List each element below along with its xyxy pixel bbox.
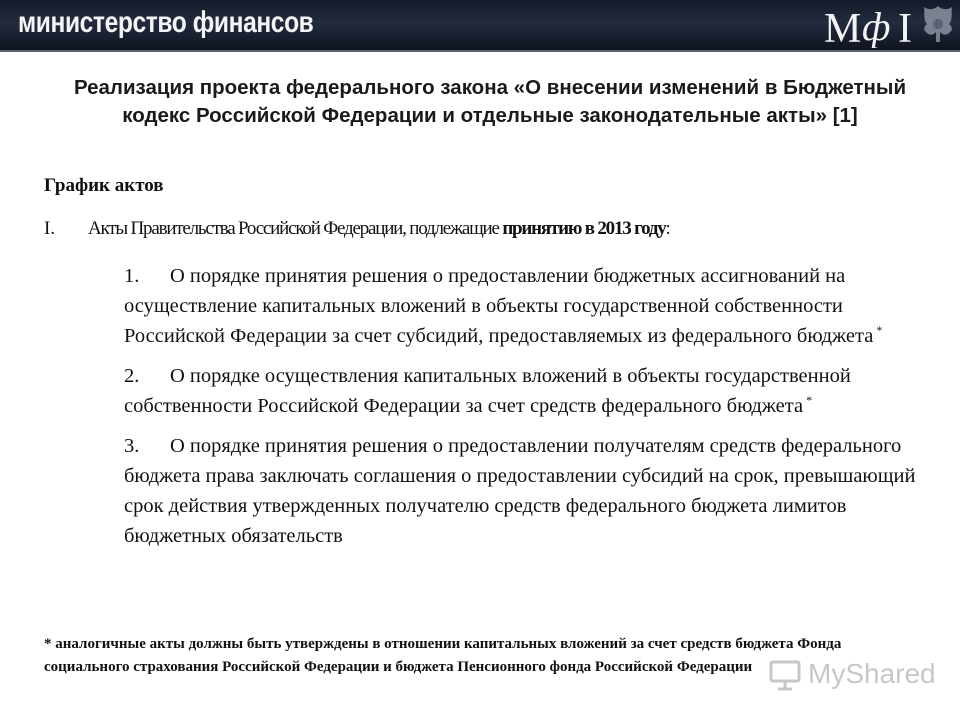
part-text-bold: принятию в 2013 году <box>502 218 666 239</box>
item-text: О порядке принятия решения о предоставлении получателям средств федерального бюджета права заключать соглашения о предоставлении субсидий на срок, превышающий срок действия утвержденных получателю средств федерального бюджета лимитов бюджетных обязательств <box>124 435 916 547</box>
list-item <box>124 261 944 351</box>
part-number: I. <box>44 218 56 239</box>
part-text: Акты Правительства Российской Федерации, подлежащие <box>88 218 503 239</box>
part-text-end: : <box>665 218 670 239</box>
ministry-name: министерство финансов <box>18 6 314 39</box>
item-number: 2. <box>124 365 140 387</box>
double-headed-eagle-emblem-icon <box>918 2 958 48</box>
ministry-logo <box>820 2 916 48</box>
header-divider <box>0 50 960 52</box>
footnote-mark: * <box>806 393 813 408</box>
logo-letter-m: М <box>824 6 862 48</box>
presentation-board-icon <box>768 658 802 692</box>
footnote: * аналогичные акты должны быть утверждены в отношении капитальных вложений за счет средств бюджета Фонда социального страхования Российской Федерации и бюджета Пенсионного фонда Российской Федерации <box>44 636 842 675</box>
item-text: О порядке принятия решения о предоставлении бюджетных ассигнований на осуществление капитальных вложений в объекты государственной собственности Российской Федерации за счет субсидий, предоставляемых из федерального бюджета <box>124 265 874 347</box>
watermark-text: MyShared <box>808 658 936 689</box>
logo-bar: I <box>898 6 912 48</box>
list-item <box>124 431 944 551</box>
item-number: 3. <box>124 435 140 457</box>
watermark <box>768 658 936 694</box>
item-text: О порядке осуществления капитальных вложений в объекты государственной собственности Российской Федерации за счет средств федерального бюджета <box>124 365 851 417</box>
part-heading <box>44 218 924 240</box>
logo-letter-f: ф <box>862 4 891 48</box>
acts-list <box>124 261 944 561</box>
list-item <box>124 361 944 421</box>
item-number: 1. <box>124 265 140 287</box>
slide-title: Реализация проекта федерального закона «О внесении изменений в Бюджетный кодекс Российской Федерации и отдельные законодательные акты» [1] <box>73 76 907 127</box>
slide-header <box>0 0 960 50</box>
footnote-mark: * <box>876 323 883 338</box>
section-heading: График актов <box>44 175 164 196</box>
